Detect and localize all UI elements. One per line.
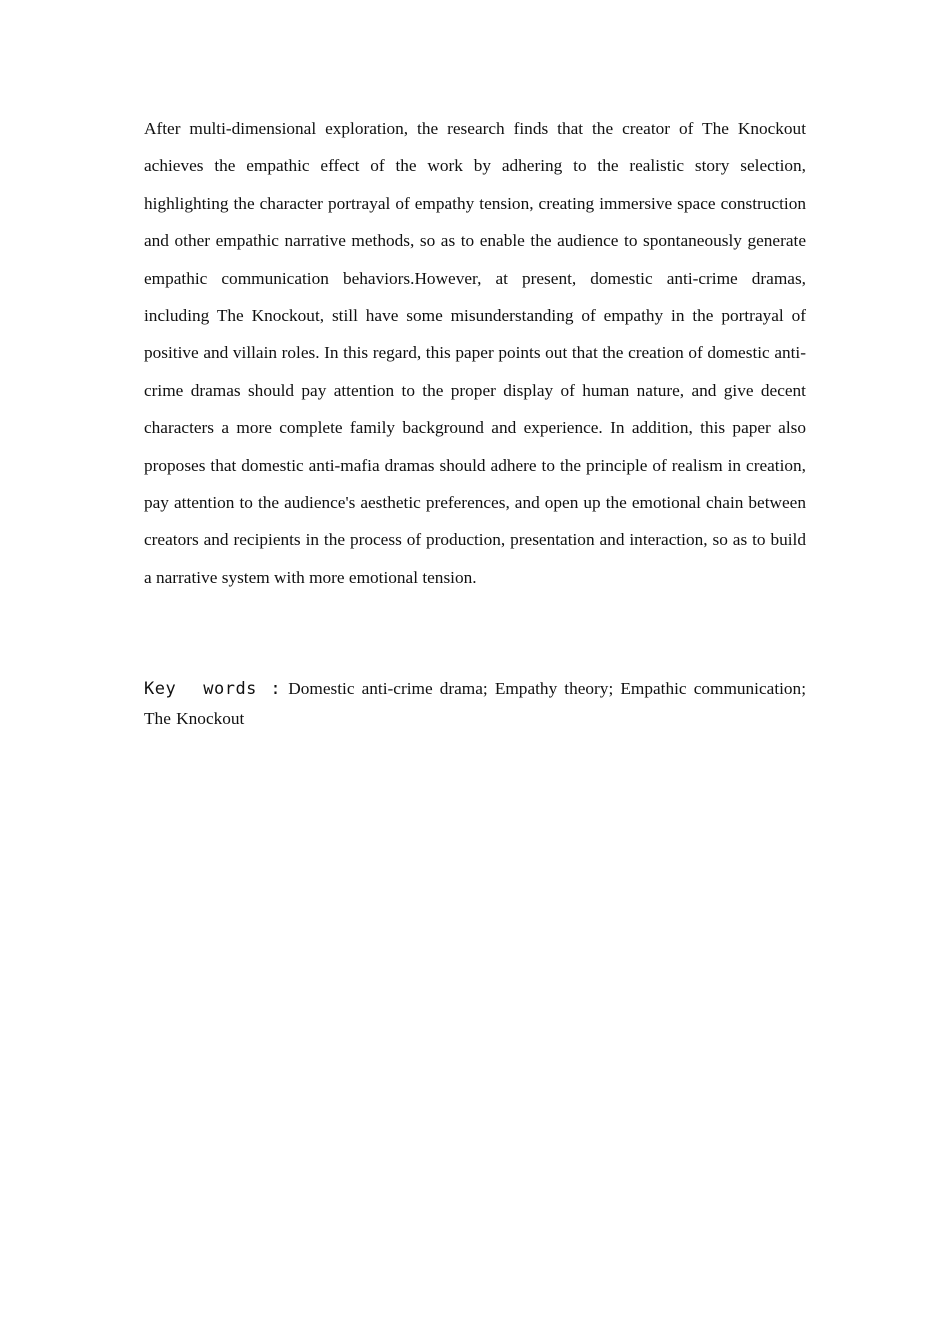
keyword-item: Empathic communication;	[620, 679, 807, 698]
keyword-item: The Knockout	[144, 709, 245, 728]
abstract-paragraph: After multi-dimensional exploration, the research finds that the creator of The Knockout achieves the empathic effect of the work by adhering to the realistic story selection, highlighting the character portrayal of empathy tension, creating immersive space construction and other empathic narrative methods, so as to enable the audience to spontaneously generate empathic communication behaviors.However, at present, domestic anti-crime dramas, including The Knockout, still have some misunderstanding of empathy in the portrayal of positive and villain roles. In this regard, this paper points out that the creation of domestic anti-crime dramas should pay attention to the proper display of human nature, and give decent characters a more complete family background and experience. In addition, this paper also proposes that domestic anti-mafia dramas should adhere to the principle of realism in creation, pay attention to the audience's aesthetic preferences, and open up the emotional chain between creators and recipients in the process of production, presentation and interaction, so as to build a narrative system with more emotional tension.	[144, 119, 806, 587]
keyword-item: Domestic anti-crime drama;	[288, 679, 488, 698]
keywords-label: Key words :	[144, 679, 282, 699]
keywords-line	[144, 674, 806, 734]
keyword-item: Empathy theory;	[494, 679, 614, 698]
